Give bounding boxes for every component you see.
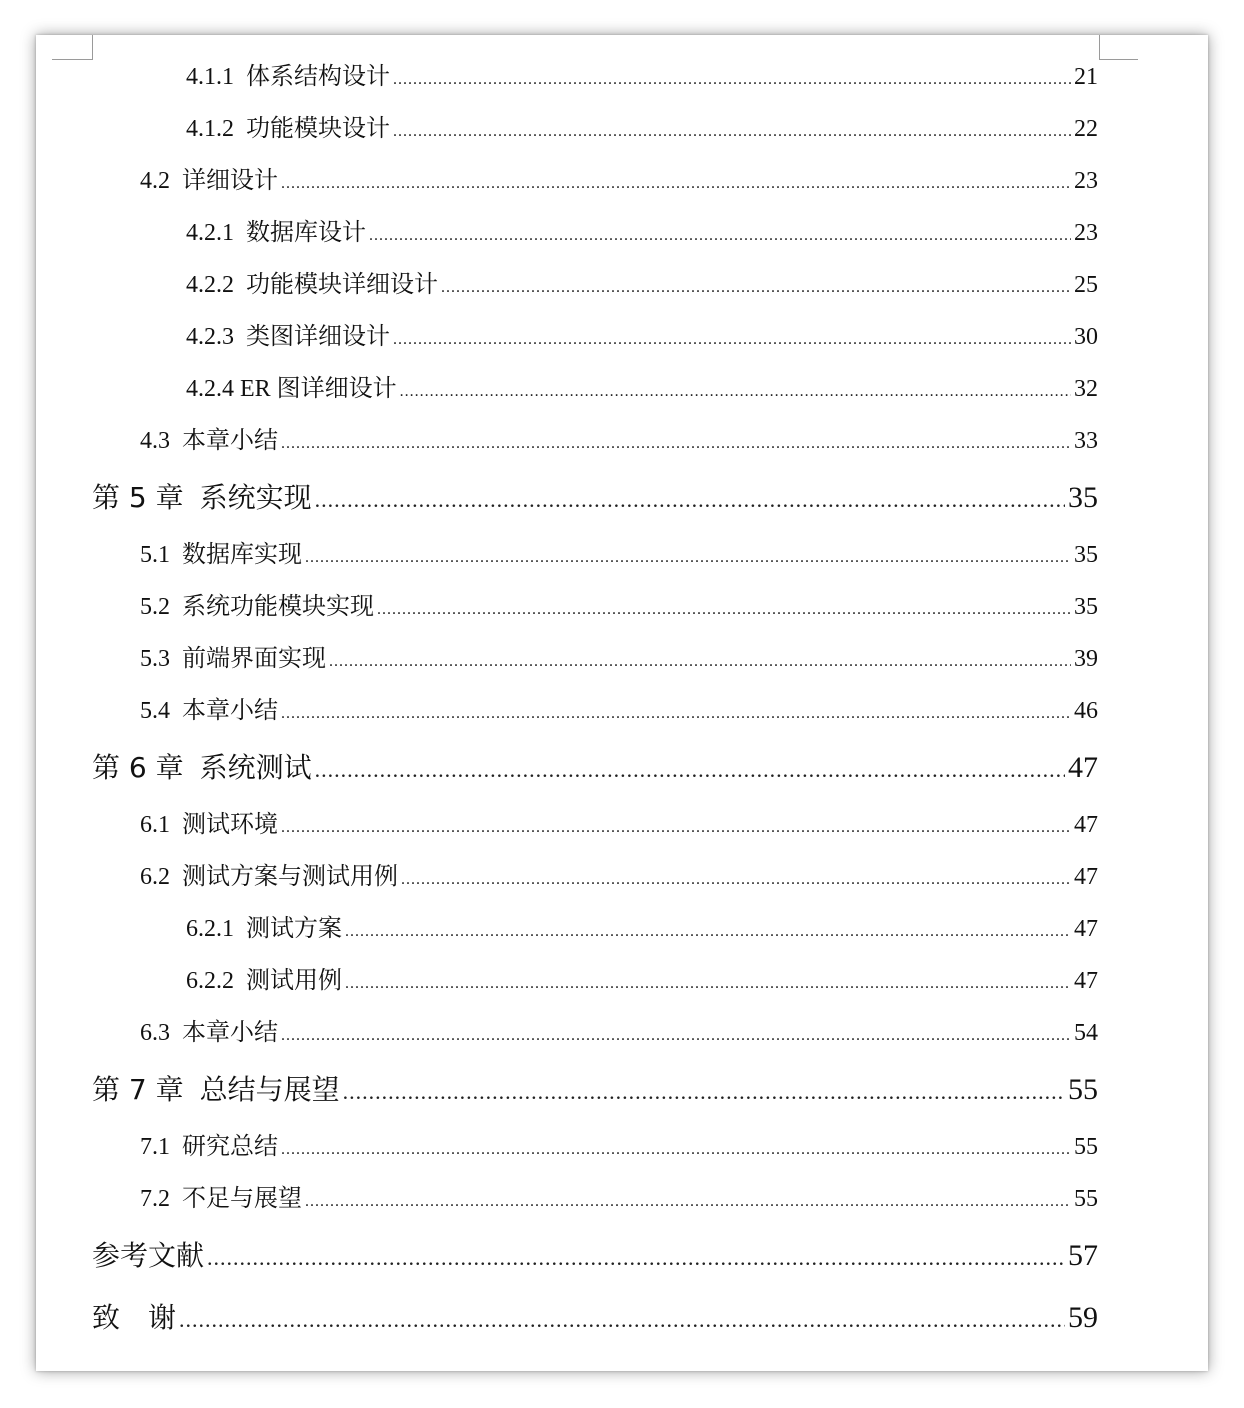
toc-chapter-title: 系统测试 [199, 751, 312, 784]
toc-entry[interactable] [92, 903, 1098, 955]
toc-entry-title: 测试用例 [246, 968, 342, 994]
toc-entry-page: 55 [1068, 1073, 1098, 1106]
toc-entry-number: 6.3 [140, 1020, 170, 1046]
toc-entry-page: 35 [1074, 594, 1098, 620]
toc-entry[interactable] [92, 955, 1098, 1007]
toc-entry[interactable] [92, 155, 1098, 207]
toc-entry-title: 本章小结 [182, 1020, 278, 1046]
toc-entry-page: 55 [1074, 1134, 1098, 1160]
dot-leader [305, 1176, 1071, 1228]
toc-entry-page: 46 [1074, 698, 1098, 724]
toc-entry-page: 39 [1074, 646, 1098, 672]
toc-entry-number: 4.2 [140, 168, 170, 194]
toc-entry-page: 35 [1068, 481, 1098, 514]
toc-entry-number: 7.2 [140, 1186, 170, 1212]
toc-entry-page: 54 [1074, 1020, 1098, 1046]
toc-entry-page: 55 [1074, 1186, 1098, 1212]
toc-entry[interactable] [92, 1121, 1098, 1173]
dot-leader [281, 1124, 1071, 1176]
toc-entry[interactable] [92, 851, 1098, 903]
dot-leader [441, 262, 1071, 314]
toc-chapter-entry[interactable] [92, 1225, 1098, 1287]
toc-chapter-number: 第 7 章 [92, 1073, 184, 1106]
toc-entry-title: 不足与展望 [182, 1186, 302, 1212]
toc-entry-title: 前端界面实现 [182, 646, 326, 672]
toc-entry[interactable] [92, 1007, 1098, 1059]
toc-entry[interactable] [92, 581, 1098, 633]
dot-leader [315, 739, 1065, 801]
toc-entry-title: 体系结构设计 [246, 64, 390, 90]
toc-entry-page: 23 [1074, 168, 1098, 194]
dot-leader [393, 54, 1071, 106]
toc-entry-title: 本章小结 [182, 698, 278, 724]
toc-entry-title: 功能模块详细设计 [246, 272, 438, 298]
toc-entry-page: 57 [1068, 1239, 1098, 1272]
toc-entry[interactable] [92, 633, 1098, 685]
toc-entry-page: 47 [1074, 968, 1098, 994]
dot-leader [343, 1061, 1065, 1123]
toc-entry[interactable] [92, 259, 1098, 311]
toc-entry-title: 类图详细设计 [246, 324, 390, 350]
dot-leader [400, 366, 1071, 418]
dot-leader [345, 958, 1071, 1010]
toc-entry[interactable] [92, 1173, 1098, 1225]
dot-leader [281, 418, 1071, 470]
toc-entry-number: 4.2.4 [186, 376, 234, 402]
toc-chapter-title: 系统实现 [199, 481, 312, 514]
toc-entry-page: 23 [1074, 220, 1098, 246]
toc-entry-title: 数据库实现 [182, 542, 302, 568]
toc-entry-title: 本章小结 [182, 428, 278, 454]
toc-entry-number: 6.2.2 [186, 968, 234, 994]
toc-entry-number: 6.1 [140, 812, 170, 838]
toc-entry-page: 59 [1068, 1301, 1098, 1334]
toc-chapter-title: 总结与展望 [199, 1073, 340, 1106]
toc-entry-number: 4.2.2 [186, 272, 234, 298]
toc-entry-number: 7.1 [140, 1134, 170, 1160]
toc-entry[interactable] [92, 799, 1098, 851]
toc-entry-number: 6.2.1 [186, 916, 234, 942]
toc-entry-page: 30 [1074, 324, 1098, 350]
toc-entry[interactable] [92, 529, 1098, 581]
toc-entry-page: 47 [1074, 916, 1098, 942]
table-of-contents [92, 51, 1098, 1349]
toc-chapter-entry[interactable] [92, 737, 1098, 799]
toc-entry-title: 测试方案与测试用例 [182, 864, 398, 890]
toc-entry[interactable] [92, 363, 1098, 415]
toc-entry[interactable] [92, 415, 1098, 467]
toc-chapter-title: 致 谢 [92, 1301, 177, 1334]
toc-entry-number: 4.1.2 [186, 116, 234, 142]
toc-chapter-number: 第 6 章 [92, 751, 184, 784]
toc-entry-page: 47 [1074, 812, 1098, 838]
toc-chapter-number: 第 5 章 [92, 481, 184, 514]
toc-entry-page: 21 [1074, 64, 1098, 90]
toc-entry-number: 4.2.3 [186, 324, 234, 350]
toc-entry-number: 5.2 [140, 594, 170, 620]
dot-leader [281, 158, 1071, 210]
dot-leader [305, 532, 1071, 584]
toc-entry[interactable] [92, 103, 1098, 155]
document-page [36, 35, 1208, 1371]
toc-entry-page: 33 [1074, 428, 1098, 454]
toc-entry-title: 详细设计 [182, 168, 278, 194]
toc-entry[interactable] [92, 311, 1098, 363]
dot-leader [377, 584, 1071, 636]
toc-chapter-entry[interactable] [92, 1287, 1098, 1349]
dot-leader [345, 906, 1071, 958]
toc-entry-page: 22 [1074, 116, 1098, 142]
dot-leader [393, 106, 1071, 158]
toc-entry-number: 5.1 [140, 542, 170, 568]
crop-mark-top-left [52, 35, 93, 60]
toc-entry-page: 32 [1074, 376, 1098, 402]
toc-entry[interactable] [92, 51, 1098, 103]
toc-entry-number: 4.2.1 [186, 220, 234, 246]
toc-chapter-entry[interactable] [92, 1059, 1098, 1121]
toc-entry-number: 5.3 [140, 646, 170, 672]
toc-entry-title: 研究总结 [182, 1134, 278, 1160]
toc-chapter-title: 参考文献 [92, 1239, 205, 1272]
dot-leader [179, 1289, 1065, 1351]
toc-entry-number: 4.3 [140, 428, 170, 454]
toc-entry[interactable] [92, 685, 1098, 737]
toc-entry-number: 5.4 [140, 698, 170, 724]
dot-leader [281, 802, 1071, 854]
dot-leader [369, 210, 1071, 262]
toc-entry-title: 测试环境 [182, 812, 278, 838]
toc-entry-number: 6.2 [140, 864, 170, 890]
toc-entry-page: 47 [1074, 864, 1098, 890]
dot-leader [281, 688, 1071, 740]
dot-leader [315, 469, 1065, 531]
toc-entry-page: 35 [1074, 542, 1098, 568]
toc-entry-title: 数据库设计 [246, 220, 366, 246]
toc-entry-title: 系统功能模块实现 [182, 594, 374, 620]
toc-entry-title: ER 图详细设计 [240, 376, 397, 402]
toc-chapter-entry[interactable] [92, 467, 1098, 529]
toc-entry-page: 25 [1074, 272, 1098, 298]
toc-entry-title: 功能模块设计 [246, 116, 390, 142]
dot-leader [329, 636, 1071, 688]
toc-entry-number: 4.1.1 [186, 64, 234, 90]
dot-leader [207, 1227, 1065, 1289]
toc-entry-title: 测试方案 [246, 916, 342, 942]
dot-leader [401, 854, 1071, 906]
dot-leader [393, 314, 1071, 366]
dot-leader [281, 1010, 1071, 1062]
crop-mark-top-right [1099, 35, 1138, 60]
toc-entry-page: 47 [1068, 751, 1098, 784]
toc-entry[interactable] [92, 207, 1098, 259]
